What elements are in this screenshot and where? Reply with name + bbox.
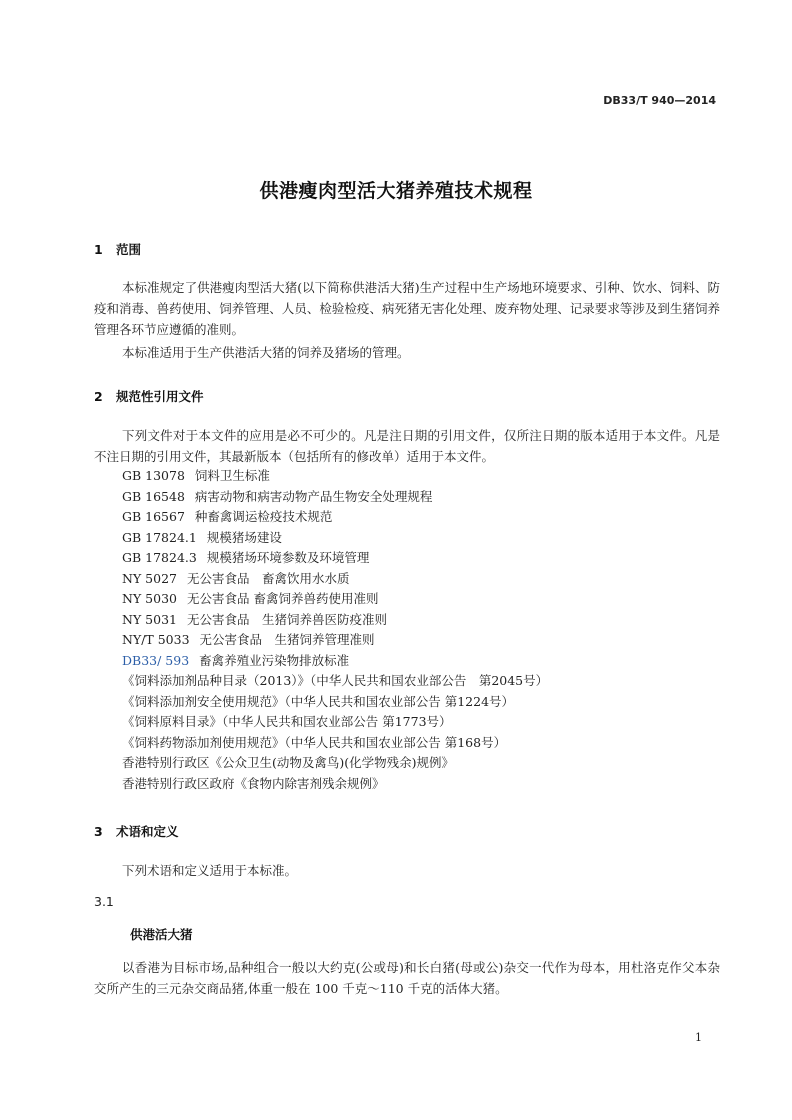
standard-code: DB33/T 940—2014	[603, 94, 716, 107]
reference-code: GB 16567	[122, 509, 185, 524]
reference-name: 无公害食品 畜禽饮用水水质	[186, 570, 350, 586]
reference-item	[122, 589, 548, 610]
reference-name: 无公害食品 生猪饲养管理准则	[199, 632, 375, 647]
reference-document: 香港特别行政区《公众卫生(动物及禽鸟)(化学物残余)规例》	[122, 755, 455, 770]
section-3-number: 3	[94, 824, 103, 839]
section-1-paragraph-1: 本标准规定了供港瘦肉型活大猪(以下简称供港活大猪)生产过程中生产场地环境要求、引种、饮水、饲料、防疫和消毒、兽药使用、饲养管理、人员、检验检疫、病死猪无害化处理、废弃物处理、记录要求等涉及到生猪饲养管理各环节应遵循的准则。	[94, 280, 720, 337]
section-3-heading	[94, 822, 179, 840]
reference-code: NY 5027	[122, 570, 177, 586]
section-1-heading	[94, 240, 141, 258]
section-1-title: 范围	[116, 242, 142, 257]
reference-name: 病害动物和病害动物产品生物安全处理规程	[194, 488, 433, 504]
reference-name: 规模猪场建设	[206, 529, 282, 545]
reference-item	[122, 548, 548, 569]
reference-document: 《饲料添加剂品种目录（2013）》（中华人民共和国农业部公告 第2045号）	[122, 673, 549, 688]
reference-code: GB 17824.3	[122, 550, 197, 565]
reference-name: 无公害食品 生猪饲养兽医防疫准则	[186, 611, 387, 627]
reference-document: 香港特别行政区政府《食物内除害剂残余规例》	[122, 775, 385, 791]
reference-code: DB33/ 593	[122, 652, 190, 668]
reference-item	[122, 651, 548, 672]
reference-name: 畜禽养殖业污染物排放标准	[199, 652, 350, 668]
reference-code: NY 5031	[122, 611, 177, 627]
section-1-paragraph-2: 本标准适用于生产供港活大猪的饲养及猪场的管理。	[122, 345, 410, 360]
reference-item	[122, 507, 548, 528]
reference-item	[122, 630, 548, 651]
reference-list	[122, 466, 548, 794]
section-2-title: 规范性引用文件	[116, 389, 204, 404]
reference-document: 《饲料药物添加剂使用规范》（中华人民共和国农业部公告 第168号）	[122, 734, 507, 750]
page-number: 1	[695, 1031, 702, 1044]
reference-item	[122, 569, 548, 590]
section-2-heading	[94, 387, 204, 405]
section-3-title: 术语和定义	[116, 824, 179, 839]
reference-document: 《饲料添加剂安全使用规范》（中华人民共和国农业部公告 第1224号）	[122, 693, 515, 709]
section-1-number: 1	[94, 242, 103, 257]
term-name: 供港活大猪	[130, 927, 193, 942]
reference-name: 规模猪场环境参数及环境管理	[206, 550, 370, 565]
reference-item	[122, 528, 548, 549]
reference-code: NY/T 5033	[122, 632, 190, 647]
section-2-intro: 下列文件对于本文件的应用是必不可少的。凡是注日期的引用文件，仅所注日期的版本适用于本文件。凡是不注日期的引用文件，其最新版本（包括所有的修改单）适用于本文件。	[94, 428, 720, 464]
reference-item	[122, 487, 548, 508]
reference-code: GB 16548	[122, 488, 185, 504]
reference-name: 无公害食品 畜禽饲养兽药使用准则	[186, 591, 379, 606]
reference-item	[122, 610, 548, 631]
reference-name: 饲料卫生标准	[194, 468, 270, 483]
reference-name: 种畜禽调运检疫技术规范	[194, 509, 333, 524]
term-definition: 以香港为目标市场,品种组合一般以大约克(公或母)和长白猪(母或公)杂交一代作为母本，用杜洛克作父本杂交所产生的三元杂交商品猪,体重一般在 100 千克～110 千克的活体大猪。	[94, 960, 720, 996]
term-number: 3.1	[94, 894, 114, 909]
document-title: 供港瘦肉型活大猪养殖技术规程	[259, 180, 533, 202]
reference-document: 《饲料原料目录》（中华人民共和国农业部公告 第1773号）	[122, 714, 452, 729]
reference-item	[122, 466, 548, 487]
section-2-number: 2	[94, 389, 103, 404]
reference-code: GB 17824.1	[122, 529, 197, 545]
section-3-intro: 下列术语和定义适用于本标准。	[122, 863, 298, 878]
reference-code: NY 5030	[122, 591, 177, 606]
reference-code: GB 13078	[122, 468, 185, 483]
